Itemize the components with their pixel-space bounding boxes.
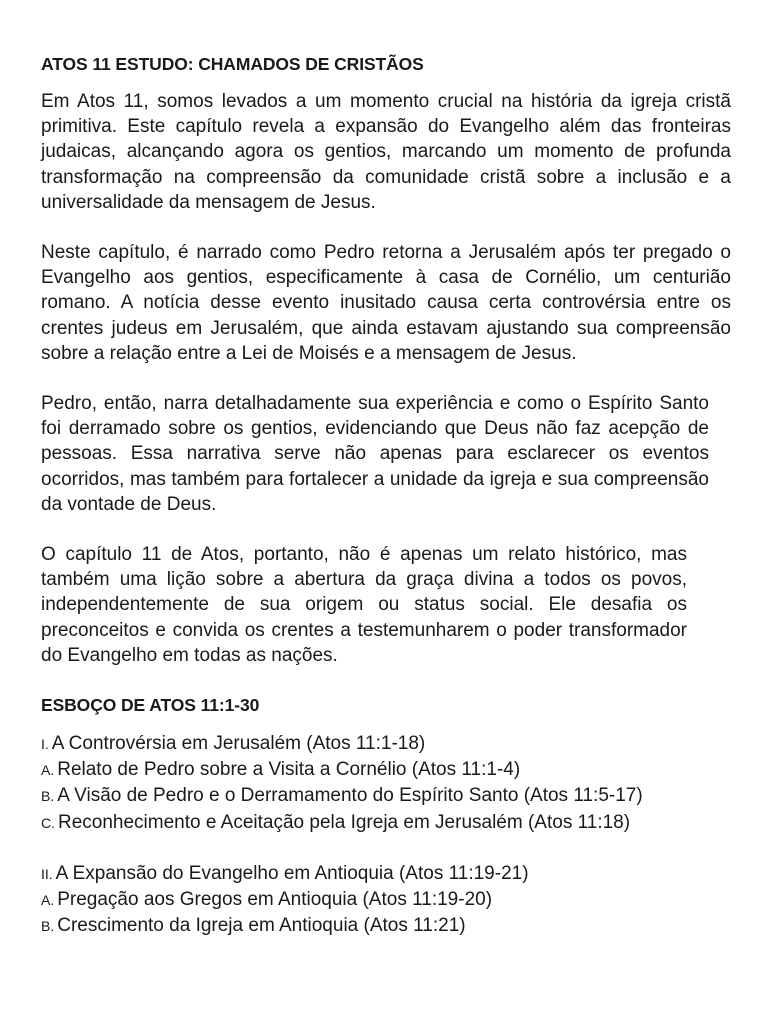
document-title: ATOS 11 ESTUDO: CHAMADOS DE CRISTÃOS xyxy=(41,54,424,74)
outline-item xyxy=(41,810,731,836)
outline-marker: I. xyxy=(41,736,49,753)
outline-text: A Controvérsia em Jerusalém (Atos 11:1-18) xyxy=(51,733,426,755)
outline-section-title xyxy=(41,731,731,757)
outline-item xyxy=(41,913,731,939)
document-page xyxy=(41,52,731,964)
outline-item xyxy=(41,757,731,783)
outline-marker: A. xyxy=(41,892,55,909)
outline-section-2 xyxy=(41,861,731,940)
outline-item xyxy=(41,783,731,809)
outline-text: Crescimento da Igreja em Antioquia (Atos 11:21) xyxy=(57,915,466,937)
outline-marker: A. xyxy=(41,762,55,779)
paragraph-conclusion: O capítulo 11 de Atos, portanto, não é apenas um relato histórico, mas também uma lição sobre a abertura da graça divina a todos os povos, independentemente de sua origem ou status social. Ele desafia os preconceitos e convida os crentes a testemunharem o poder transformador do Evangelho em todas as nações. xyxy=(41,544,687,666)
outline-marker: B. xyxy=(41,788,55,805)
outline-text: Pregação aos Gregos em Antioquia (Atos 11:19-20) xyxy=(57,889,493,911)
outline-section-title xyxy=(41,861,731,887)
outline-text: A Visão de Pedro e o Derramamento do Espírito Santo (Atos 11:5-17) xyxy=(57,785,643,807)
outline-text: Relato de Pedro sobre a Visita a Cornélio (Atos 11:1-4) xyxy=(57,759,521,781)
paragraph-intro: Em Atos 11, somos levados a um momento crucial na história da igreja cristã primitiva. Este capítulo revela a expansão do Evangelho além das fronteiras judaicas, alcançando agora os gentios, marcando um momento de profunda transformação na compreensão da comunidade cristã sobre a inclusão e a universalidade da mensagem de Jesus. xyxy=(41,91,731,213)
paragraph-pedro-returns: Neste capítulo, é narrado como Pedro retorna a Jerusalém após ter pregado o Evangelho aos gentios, especificamente à casa de Cornélio, um centurião romano. A notícia desse evento inusitado causa certa controvérsia entre os crentes judeus em Jerusalém, que ainda estavam ajustando sua compreensão sobre a relação entre a Lei de Moisés e a mensagem de Jesus. xyxy=(41,242,731,364)
outline-heading: ESBOÇO DE ATOS 11:1-30 xyxy=(41,695,260,716)
outline-marker: C. xyxy=(41,814,55,831)
paragraph-pedro-narrates: Pedro, então, narra detalhadamente sua experiência e como o Espírito Santo foi derramado sobre os gentios, evidenciando que Deus não faz acepção de pessoas. Essa narrativa serve não apenas para esclarecer os eventos ocorridos, mas também para fortalecer a unidade da igreja e sua compreensão da vontade de Deus. xyxy=(41,393,709,515)
outline-section-1 xyxy=(41,731,731,836)
outline-marker: II. xyxy=(41,865,53,882)
outline-marker: B. xyxy=(41,918,55,935)
outline-text: Reconhecimento e Aceitação pela Igreja em Jerusalém (Atos 11:18) xyxy=(58,811,631,833)
outline-item xyxy=(41,887,731,913)
outline-text: A Expansão do Evangelho em Antioquia (Atos 11:19-21) xyxy=(55,862,529,884)
